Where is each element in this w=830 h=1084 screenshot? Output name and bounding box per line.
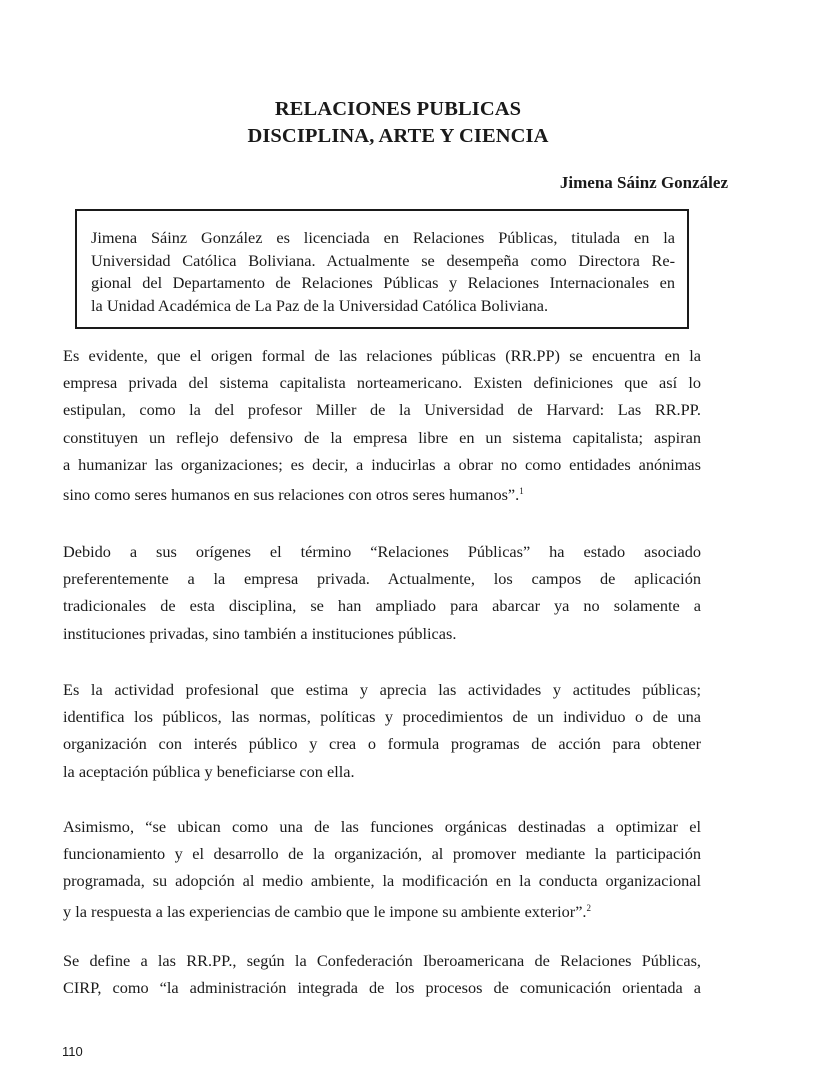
paragraph-functions — [63, 813, 701, 925]
paragraph-line: Se define a las RR.PP., según la Confederación Iberoamericana de Relaciones Públicas, — [63, 951, 701, 970]
paragraph-line: Debido a sus orígenes el término “Relaciones Públicas” ha estado asociado — [63, 542, 701, 561]
bio-line: gional del Departamento de Relaciones Públicas y Relaciones Internacionales en — [91, 273, 675, 292]
paragraph-line: programada, su adopción al medio ambiente, la modificación en la conducta organizacional — [63, 871, 701, 891]
paragraph-line: funcionamiento y el desarrollo de la organización, al promover mediante la participación — [63, 844, 701, 864]
paragraph-origin — [63, 342, 701, 508]
author-bio-text — [91, 227, 675, 317]
paragraph-line: constituyen un reflejo defensivo de la empresa libre en un sistema capitalista; aspiran — [63, 427, 701, 447]
paragraph-line: la aceptación pública y beneficiarse con ella. — [63, 761, 355, 781]
footnote-marker: 2 — [586, 902, 592, 913]
paragraph-line-text: sino como seres humanos en sus relaciones con otros seres humanos”. — [63, 485, 520, 505]
author-name: Jimena Sáinz González — [559, 173, 728, 192]
bio-line: Jimena Sáinz González es licenciada en Relaciones Públicas, titulada en la — [91, 228, 675, 247]
paragraph-scope — [63, 538, 701, 647]
paragraph-line: empresa privada del sistema capitalista norteamericano. Existen definiciones que así lo — [63, 373, 701, 393]
paragraph-activity — [63, 676, 701, 785]
paragraph-line: a humanizar las organizaciones; es decir, a inducirlas a obrar no como entidades anónimas — [63, 454, 701, 474]
author-bio-box — [75, 209, 689, 329]
paragraph-line — [63, 478, 701, 508]
paragraph-line: Es la actividad profesional que estima y aprecia las actividades y actitudes públicas; — [63, 680, 701, 699]
paragraph-line — [63, 895, 701, 925]
paragraph-line: organización con interés público y crea o formula programas de acción para obtener — [63, 734, 701, 754]
paragraph-definition — [63, 947, 701, 1001]
paragraph-line: CIRP, como “la administración integrada de los procesos de comunicación orientada a — [63, 978, 701, 998]
page-number: 110 — [62, 1044, 83, 1059]
title-line-2: DISCIPLINA, ARTE Y CIENCIA — [247, 125, 549, 147]
paragraph-line: identifica los públicos, las normas, políticas y procedimientos de un individuo o de una — [63, 707, 701, 727]
article-title — [0, 96, 796, 150]
paragraph-line: preferentemente a la empresa privada. Actualmente, los campos de aplicación — [63, 569, 701, 589]
paragraph-line: estipulan, como la del profesor Miller de la Universidad de Harvard: Las RR.PP. — [63, 400, 701, 420]
bio-line: Universidad Católica Boliviana. Actualmente se desempeña como Directora Re- — [91, 250, 675, 270]
paragraph-line-text: y la respuesta a las experiencias de cambio que le impone su ambiente exterior”. — [63, 901, 587, 921]
paragraph-line: Asimismo, “se ubican como una de las funciones orgánicas destinadas a optimizar el — [63, 817, 701, 836]
bio-line: la Unidad Académica de La Paz de la Universidad Católica Boliviana. — [91, 295, 549, 315]
title-line-1: RELACIONES PUBLICAS — [274, 98, 522, 120]
paragraph-line: tradicionales de esta disciplina, se han ampliado para abarcar ya no solamente a — [63, 596, 701, 616]
footnote-marker: 1 — [519, 486, 524, 497]
paragraph-line: instituciones privadas, sino también a instituciones públicas. — [63, 623, 457, 643]
paragraph-line: Es evidente, que el origen formal de las relaciones públicas (RR.PP) se encuentra en la — [63, 346, 701, 365]
